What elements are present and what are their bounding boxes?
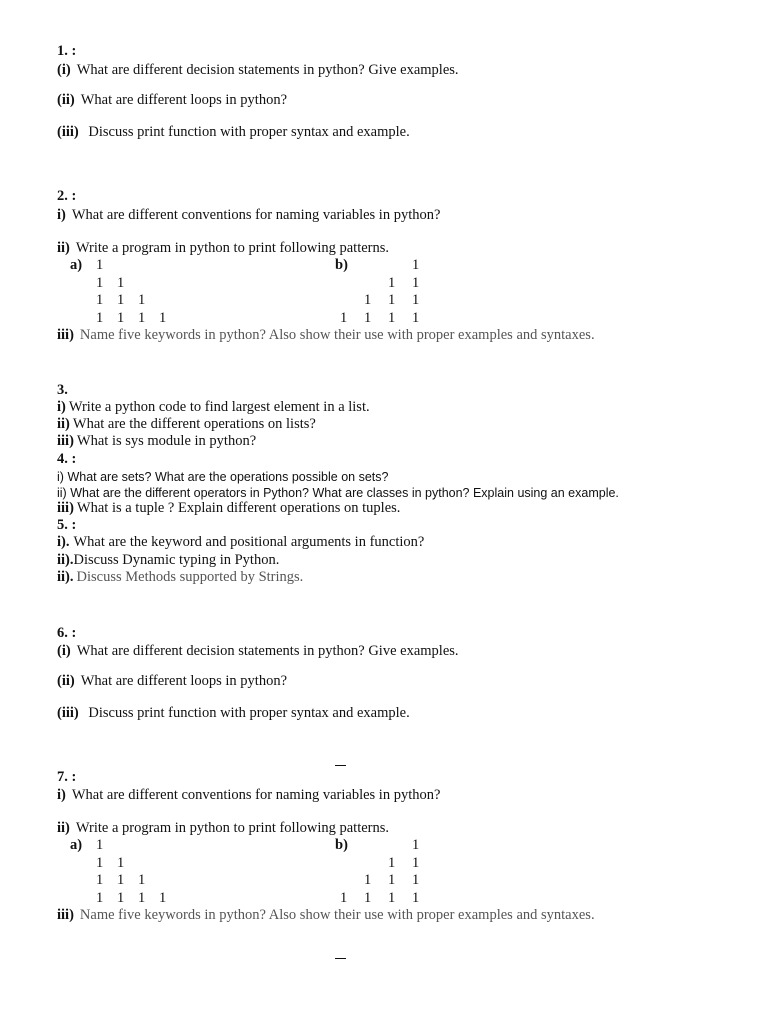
q1-item-i-text: What are different decision statements in python? Give examples.: [76, 62, 459, 78]
q7-item-i-text: What are different conventions for naming variables in python?: [71, 787, 441, 803]
pattern-digit: 1: [388, 292, 396, 308]
pattern-digit: 1: [364, 872, 372, 888]
q2-item-i-text: What are different conventions for naming variables in python?: [71, 207, 441, 223]
q5-item-iii: [57, 569, 303, 586]
q5-item-i: [57, 534, 424, 551]
q7-item-iii-text: Name five keywords in python? Also show their use with proper examples and syntaxes.: [79, 907, 595, 923]
pattern-digit: 1: [96, 274, 104, 291]
q3-item-iii: [57, 433, 256, 450]
q4-item-iii-label: iii): [57, 500, 74, 516]
q2-item-ii-text: Write a program in python to print following patterns.: [75, 240, 390, 256]
pattern-digit: 1: [117, 292, 125, 308]
q6-item-ii-text: What are different loops in python?: [80, 673, 288, 689]
q7-pattern-a-label: a): [70, 837, 83, 853]
pattern-digit: 1: [388, 274, 396, 291]
q7-number: 7. :: [57, 769, 77, 785]
pattern-digit: 1: [412, 274, 420, 291]
q7-pattern-b-label: b): [335, 837, 348, 853]
q4-item-i-text: What are sets? What are the operations possible on sets?: [67, 470, 389, 484]
pattern-digit: 1: [412, 292, 420, 308]
q7-item-ii-text: Write a program in python to print following patterns.: [75, 820, 390, 836]
pattern-digit: 1: [96, 309, 104, 326]
pattern-digit: 1: [388, 309, 396, 326]
pattern-digit: 1: [138, 889, 146, 906]
q6-item-i-text: What are different decision statements in python? Give examples.: [76, 643, 459, 659]
q1-item-ii-label: (ii): [57, 92, 75, 108]
q7-item-ii-label: ii): [57, 820, 70, 836]
pattern-digit: 1: [412, 309, 420, 326]
pattern-digit: 1: [96, 257, 104, 273]
q1-item-i: [57, 62, 459, 79]
q2-pattern-a-label: a): [70, 257, 83, 273]
q5-item-i-label: i).: [57, 534, 70, 550]
q4-item-iii-text: What is a tuple ? Explain different operations on tuples.: [76, 500, 401, 516]
q4-item-i: [57, 469, 388, 486]
q6-item-ii-label: (ii): [57, 673, 75, 689]
q5-item-ii-text: Discuss Dynamic typing in Python.: [73, 552, 280, 568]
q2-item-iii: [57, 327, 595, 344]
q2-number: 2. :: [57, 188, 77, 204]
q2-pattern-b-label: b): [335, 257, 348, 273]
q3-item-i: [57, 399, 370, 416]
pattern-digit: 1: [412, 837, 420, 853]
q7-item-i-label: i): [57, 787, 66, 803]
q1-item-iii: [57, 124, 410, 141]
pattern-digit: 1: [364, 309, 372, 326]
q6-number: 6. :: [57, 625, 77, 641]
q5-item-i-text: What are the keyword and positional arguments in function?: [73, 534, 425, 550]
q3-item-iii-label: iii): [57, 433, 74, 449]
pattern-digit: 1: [340, 309, 348, 326]
pattern-digit: 1: [364, 292, 372, 308]
pattern-digit: 1: [388, 854, 396, 871]
q3-item-i-text: Write a python code to find largest element in a list.: [68, 399, 370, 415]
q7-item-ii: [57, 820, 389, 837]
pattern-digit: 1: [138, 309, 146, 326]
q7-item-i: [57, 787, 440, 804]
q5-number: 5. :: [57, 517, 77, 533]
q7-item-iii-label: iii): [57, 907, 74, 923]
pattern-digit: 1: [159, 889, 167, 906]
separator-dash-bottom: [335, 958, 346, 959]
pattern-digit: 1: [96, 837, 104, 853]
q3-item-ii-text: What are the different operations on lists?: [72, 416, 316, 432]
q2-item-iii-label: iii): [57, 327, 74, 343]
q2-item-i-label: i): [57, 207, 66, 223]
q6-item-i: [57, 643, 459, 660]
pattern-digit: 1: [412, 889, 420, 906]
q4-item-i-label: i): [57, 470, 64, 484]
q3-number: 3.: [57, 382, 68, 398]
q6-item-i-label: (i): [57, 643, 71, 659]
pattern-digit: 1: [388, 889, 396, 906]
pattern-digit: 1: [96, 889, 104, 906]
q1-item-ii-text: What are different loops in python?: [80, 92, 288, 108]
separator-dash: [335, 765, 346, 766]
q5-item-ii-label: ii).: [57, 552, 74, 568]
q1-item-i-label: (i): [57, 62, 71, 78]
q1-item-iii-label: (iii): [57, 124, 79, 140]
pattern-digit: 1: [117, 872, 125, 888]
pattern-digit: 1: [138, 872, 146, 888]
pattern-digit: 1: [412, 854, 420, 871]
q1-item-iii-text: Discuss print function with proper syntax and example.: [84, 124, 410, 140]
q6-item-iii-label: (iii): [57, 705, 79, 721]
pattern-digit: 1: [340, 889, 348, 906]
pattern-digit: 1: [117, 274, 125, 291]
pattern-digit: 1: [388, 872, 396, 888]
q2-item-iii-text: Name five keywords in python? Also show their use with proper examples and syntaxes.: [79, 327, 595, 343]
q4-item-ii-text: What are the different operators in Python? What are classes in python? Explain using an example.: [70, 486, 619, 500]
q5-item-ii: [57, 552, 279, 569]
q4-number: 4. :: [57, 451, 77, 467]
pattern-digit: 1: [96, 854, 104, 871]
pattern-digit: 1: [117, 309, 125, 326]
q2-item-ii: [57, 240, 389, 257]
q5-item-iii-label: ii).: [57, 569, 74, 585]
q6-item-ii: [57, 673, 287, 690]
q1-number: 1. :: [57, 43, 77, 59]
q5-item-iii-text: Discuss Methods supported by Strings.: [76, 569, 304, 585]
pattern-digit: 1: [364, 889, 372, 906]
pattern-digit: 1: [412, 257, 420, 273]
q7-item-iii: [57, 907, 595, 924]
q6-item-iii-text: Discuss print function with proper syntax and example.: [84, 705, 410, 721]
q3-item-ii: [57, 416, 316, 433]
pattern-digit: 1: [117, 854, 125, 871]
q3-item-ii-label: ii): [57, 416, 70, 432]
q2-item-ii-label: ii): [57, 240, 70, 256]
pattern-digit: 1: [138, 292, 146, 308]
q4-item-iii: [57, 500, 400, 517]
q2-item-i: [57, 207, 440, 224]
q4-item-ii-label: ii): [57, 486, 67, 500]
pattern-digit: 1: [96, 872, 104, 888]
pattern-digit: 1: [117, 889, 125, 906]
q3-item-iii-text: What is sys module in python?: [76, 433, 257, 449]
q6-item-iii: [57, 705, 410, 722]
pattern-digit: 1: [412, 872, 420, 888]
q3-item-i-label: i): [57, 399, 66, 415]
q1-item-ii: [57, 92, 287, 109]
pattern-digit: 1: [159, 309, 167, 326]
pattern-digit: 1: [96, 292, 104, 308]
